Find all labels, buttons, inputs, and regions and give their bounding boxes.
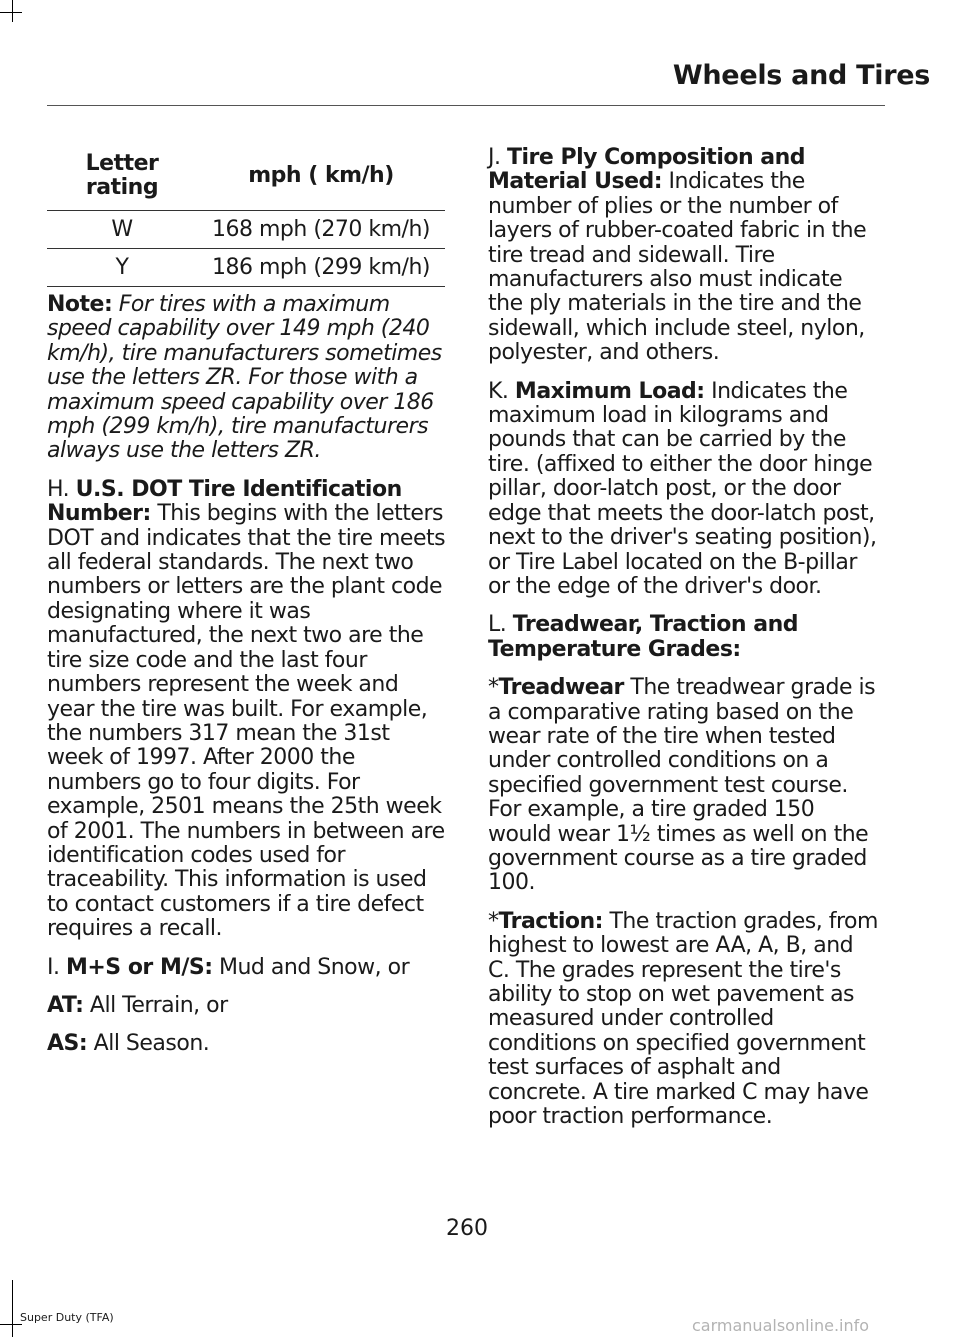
table-header-letter-rating: Letter rating xyxy=(47,146,197,211)
section-prefix: K. xyxy=(488,378,515,404)
crop-mark xyxy=(0,12,22,13)
table-row xyxy=(47,249,445,287)
section-k xyxy=(488,380,880,600)
section-prefix: L. xyxy=(488,612,513,638)
section-at xyxy=(47,994,447,1018)
header-divider xyxy=(47,105,885,106)
table-cell-speed: 186 mph (299 km/h) xyxy=(197,249,445,287)
section-l xyxy=(488,613,880,662)
page-title: Wheels and Tires xyxy=(672,60,930,91)
section-label: Maximum Load: xyxy=(514,378,705,404)
section-text: Mud and Snow, or xyxy=(212,954,410,980)
crop-mark xyxy=(0,1324,22,1325)
section-label: AT: xyxy=(47,992,84,1018)
right-column xyxy=(488,146,880,1143)
table-cell-speed: 168 mph (270 km/h) xyxy=(197,211,445,249)
note-text: For tires with a maximum speed capability over 149 mph (240 km/h), tire manufacturers sometimes use the letters ZR. For those with a maximum speed capability over 186 mph (299 km/h), tire manufacturers always use the letters ZR. xyxy=(47,292,442,464)
watermark-text: carmanualsonline.info xyxy=(692,1316,870,1335)
section-text: Indicates the maximum load in kilograms and pounds that can be carried by the tire. (affixed to either the door hinge pillar, door-latch post, or the door edge that meets the door-latch post, next to the driver's seating position), or Tire Label located on the B-pillar or the edge of the driver's door. xyxy=(488,378,877,599)
section-prefix: J. xyxy=(488,145,507,170)
table-cell-letter: W xyxy=(47,211,197,249)
section-text: All Season. xyxy=(87,1031,210,1057)
section-label: Treadwear, Traction and Temperature Grades: xyxy=(488,612,799,662)
crop-mark xyxy=(12,1280,13,1337)
section-label: Tire Ply Composition and Material Used: xyxy=(488,145,806,195)
footer-model-text: Super Duty (TFA) xyxy=(20,1311,114,1324)
section-i xyxy=(47,956,447,980)
table-cell-letter: Y xyxy=(47,249,197,287)
section-as xyxy=(47,1032,447,1056)
traction-paragraph xyxy=(488,910,880,1130)
speed-rating-table xyxy=(47,146,445,287)
section-prefix: * xyxy=(488,675,499,701)
page-number: 260 xyxy=(446,1216,488,1241)
section-text: Indicates the number of plies or the number of layers of rubber-coated fabric in the tire tread and sidewall. Tire manufacturers also must indicate the ply materials in the tire and the sidewall, which include steel, nylon, polyester, and others. xyxy=(488,169,867,366)
table-header-speed: mph ( km/h) xyxy=(197,146,445,211)
section-text: The treadwear grade is a comparative rating based on the wear rate of the tire when tested under controlled conditions on a specified government test course. For example, a tire graded 150 would wear 1½ times as well on the government course as a tire graded 100. xyxy=(488,675,876,896)
section-prefix: H. xyxy=(47,476,76,502)
section-h xyxy=(47,478,447,942)
note-label: Note: xyxy=(47,292,113,317)
crop-mark xyxy=(12,0,13,22)
treadwear-paragraph xyxy=(488,676,880,896)
section-label: AS: xyxy=(47,1031,88,1057)
section-j xyxy=(488,146,880,366)
section-text: The traction grades, from highest to lowest are AA, A, B, and C. The grades represent the tire's ability to stop on wet pavement as measured under controlled conditions on specified government test surfaces of asphalt and concrete. A tire marked C may have poor traction performance. xyxy=(488,908,878,1130)
section-label: Traction: xyxy=(498,908,603,934)
left-column xyxy=(47,146,447,1071)
table-row xyxy=(47,211,445,249)
table-header-row xyxy=(47,146,445,211)
note-paragraph xyxy=(47,293,447,464)
section-text: All Terrain, or xyxy=(83,992,228,1018)
section-prefix: * xyxy=(488,908,499,934)
section-text: This begins with the letters DOT and indicates that the tire meets all federal standards. The next two numbers or letters are the plant code designating where it was manufactured, the next two are the tire size code and the last four numbers represent the week and year the tire was built. For example, the numbers 317 mean the 31st week of 1997. After 2000 the numbers go to four digits. For example, 2501 means the 25th week of 2001. The numbers in between are identification codes used for traceability. This information is used to contact customers if a tire defect requires a recall. xyxy=(47,501,446,942)
section-label: Treadwear xyxy=(498,675,624,701)
section-label: U.S. DOT Tire Identification Number: xyxy=(47,476,402,527)
section-label: M+S or M/S: xyxy=(65,954,213,980)
section-prefix: I. xyxy=(47,954,66,980)
